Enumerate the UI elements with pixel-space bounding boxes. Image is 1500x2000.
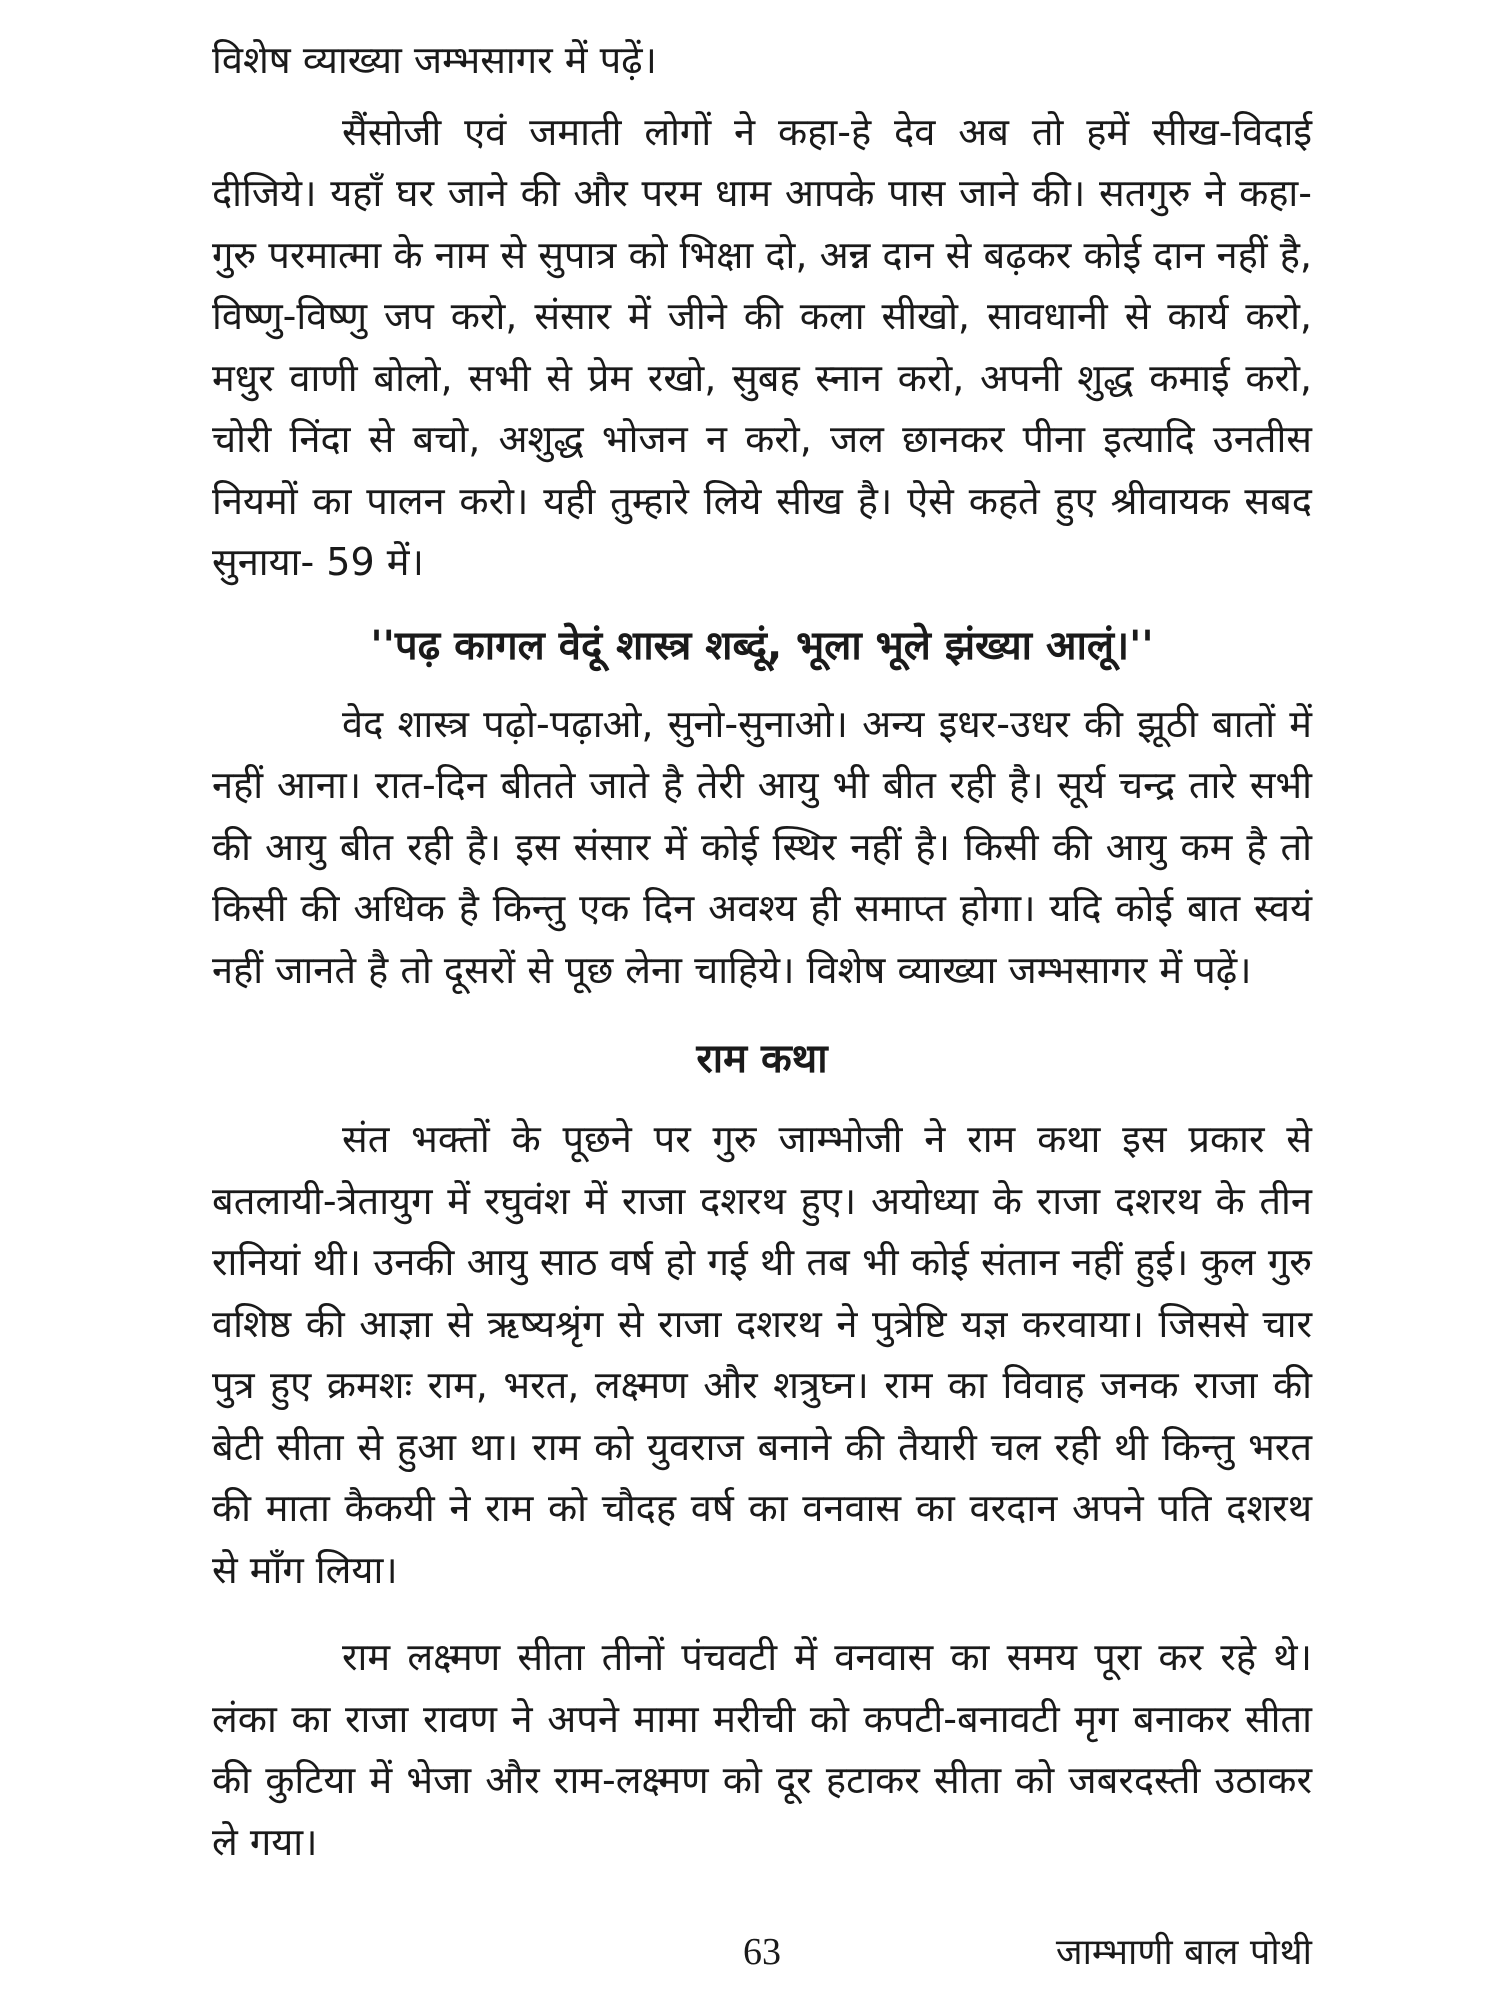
paragraph-2: वेद शास्त्र पढ़ो-पढ़ाओ, सुनो-सुनाओ। अन्य इधर-उधर की झूठी बातों में नहीं आना। रात-दिन बीतते जाते है तेरी आयु भी बीत रही है। सूर्य चन्द्र तारे सभी की आयु बीत रही है। इस संसार में कोई स्थिर नहीं है। किसी की आयु कम है तो किसी की अधिक है किन्तु एक दिन अवश्य ही समाप्त होगा। यदि कोई बात स्वयं नहीं जानते है तो दूसरों से पूछ लेना चाहिये। विशेष व्याख्या जम्भसागर में पढ़ें। [212, 701, 1312, 992]
paragraph-1: सैंसोजी एवं जमाती लोगों ने कहा-हे देव अब तो हमें सीख-विदाई दीजिये। यहाँ घर जाने की और परम धाम आपके पास जाने की। सतगुरु ने कहा-गुरु परमात्मा के नाम से सुपात्र को भिक्षा दो, अन्न दान से बढ़कर कोई दान नहीं है, विष्णु-विष्णु जप करो, संसार में जीने की कला सीखो, सावधानी से कार्य करो, मधुर वाणी बोलो, सभी से प्रेम रखो, सुबह स्नान करो, अपनी शुद्ध कमाई करो, चोरी निंदा से बचो, अशुद्ध भोजन न करो, जल छानकर पीना इत्यादि उनतीस नियमों का पालन करो। यही तुम्हारे लिये सीख है। ऐसे कहते हुए श्रीवायक सबद सुनाया- 59 में। [212, 109, 1312, 584]
first-line: विशेष व्याख्या जम्भसागर में पढ़ें। [212, 38, 657, 82]
paragraph-3: संत भक्तों के पूछने पर गुरु जाम्भोजी ने राम कथा इस प्रकार से बतलायी-त्रेतायुग में रघुवंश में राजा दशरथ हुए। अयोध्या के राजा दशरथ के तीन रानियां थी। उनकी आयु साठ वर्ष हो गई थी तब भी कोई संतान नहीं हुई। कुल गुरु वशिष्ठ की आज्ञा से ऋष्यश्रृंग से राजा दशरथ ने पुत्रेष्टि यज्ञ करवाया। जिससे चार पुत्र हुए क्रमशः राम, भरत, लक्ष्मण और शत्रुघ्न। राम का विवाह जनक राजा की बेटी सीता से हुआ था। राम को युवराज बनाने की तैयारी चल रही थी किन्तु भरत की माता कैकयी ने राम को चौदह वर्ष का वनवास का वरदान अपने पति दशरथ से माँग लिया। [212, 1117, 1312, 1592]
page-body [212, 30, 1312, 1873]
book-title: जाम्भाणी बाल पोथी [1055, 1932, 1312, 1973]
verse-quote: ''पढ़ कागल वेदूं शास्त्र शब्दूं, भूला भूले झंख्या आलूं।'' [370, 622, 1154, 669]
paragraph-4: राम लक्ष्मण सीता तीनों पंचवटी में वनवास का समय पूरा कर रहे थे। लंका का राजा रावण ने अपने मामा मरीची को कपटी-बनावटी मृग बनाकर सीता की कुटिया में भेजा और राम-लक्ष्मण को दूर हटाकर सीता को जबरदस्ती उठाकर ले गया। [212, 1635, 1312, 1864]
page-number: 63 [743, 1931, 781, 1973]
section-heading: राम कथा [696, 1036, 828, 1082]
page-footer [212, 1930, 1312, 1980]
